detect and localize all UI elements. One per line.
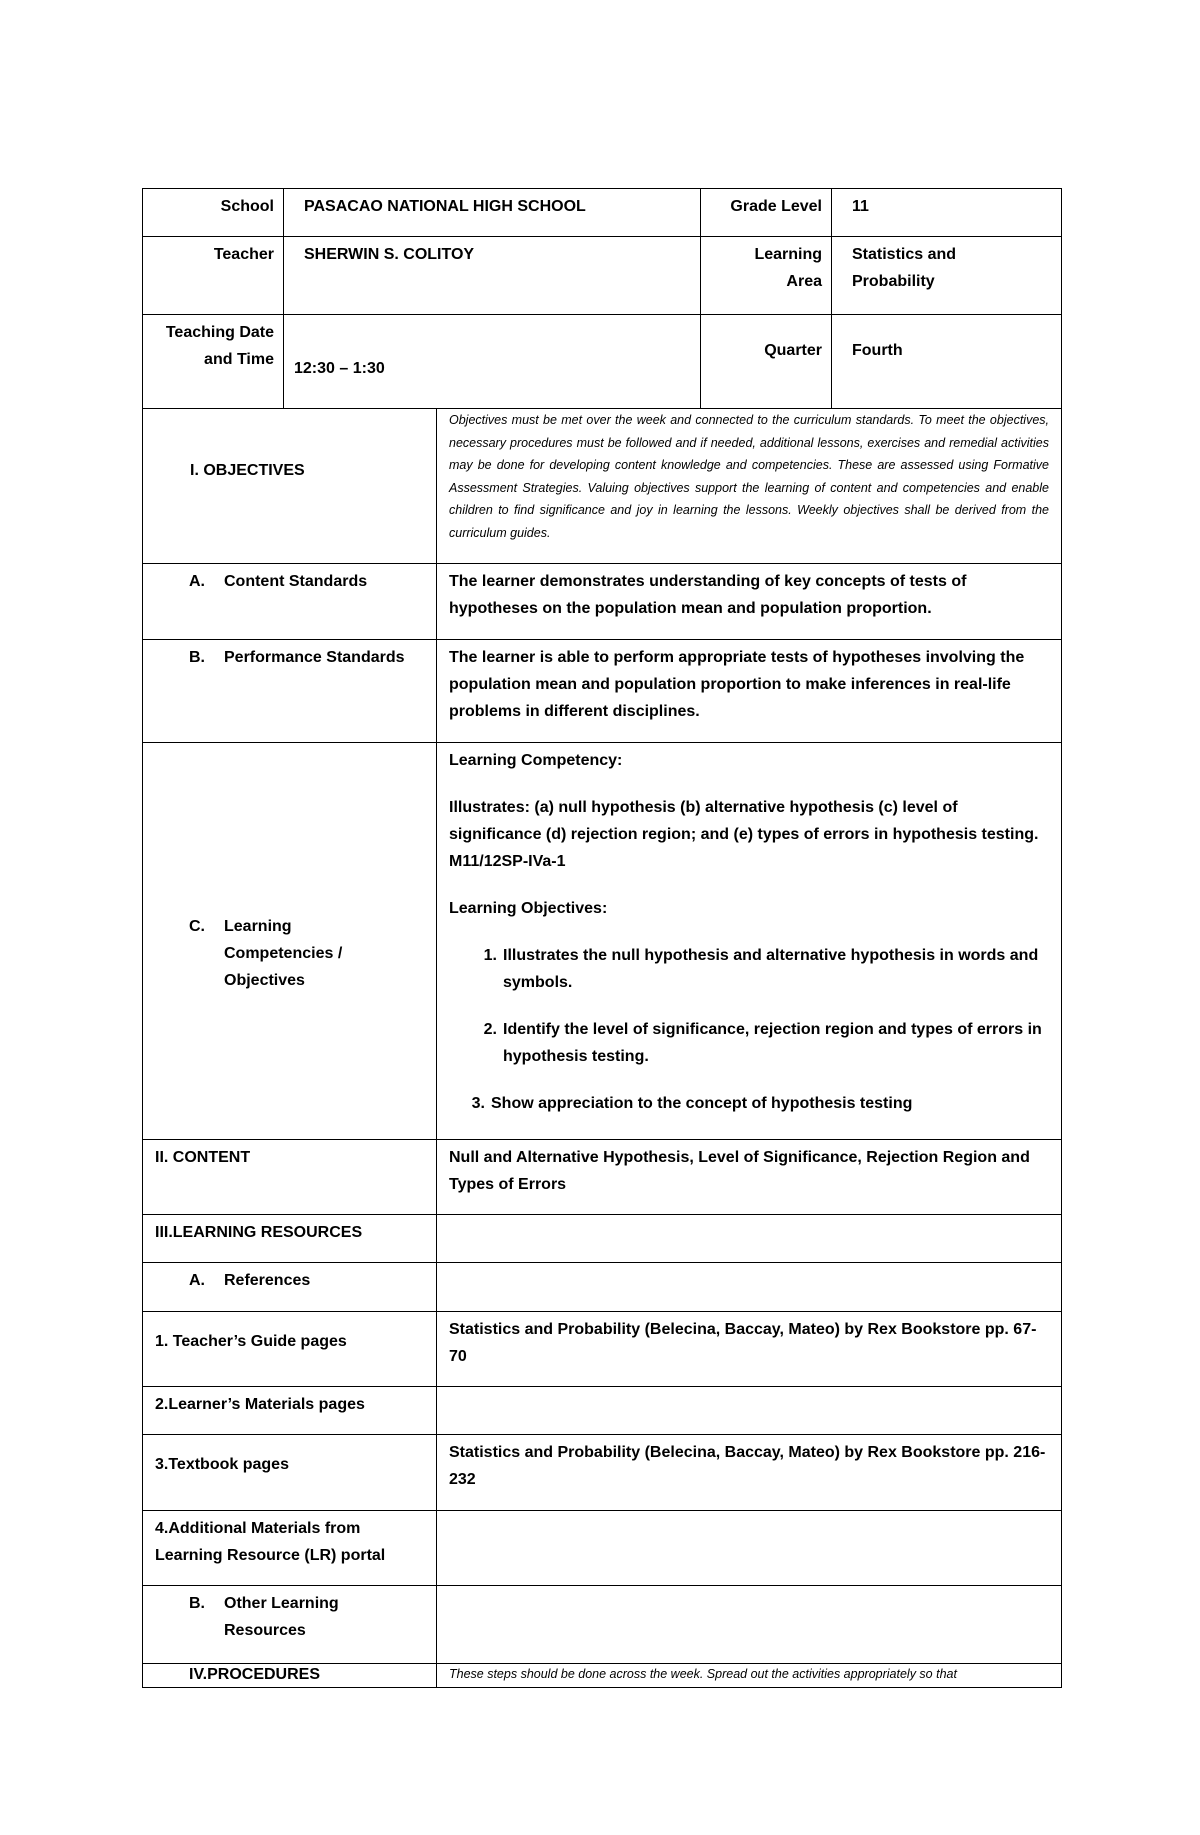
objectives-note: Objectives must be met over the week and connected to the curriculum standards. To meet the objectives, necessary procedures must be followed and if needed, additional lessons, exercises and remedial activities may be done for developing content knowledge and competencies. These are assessed using Formative Assessment Strategies. Valuing objectives support the learning of content and competencies and enable children to find significance and joy in learning the lessons. Weekly objectives shall be derived from the curriculum guides.	[437, 409, 1062, 564]
quarter-value: Fourth	[832, 315, 1062, 409]
learning-resources-value	[437, 1215, 1062, 1263]
additional-materials-label: 4.Additional Materials from Learning Resource (LR) portal	[143, 1511, 437, 1586]
learning-objectives-heading: Learning Objectives:	[449, 900, 608, 917]
other-resources-cell	[143, 1586, 437, 1664]
performance-standards-value: The learner is able to perform appropriate tests of hypotheses involving the population mean and population proportion to make inferences in real-life problems in different disciplines.	[437, 640, 1062, 743]
teaching-date-label	[143, 315, 284, 409]
teacher-label: Teacher	[143, 237, 284, 315]
references-label: References	[224, 1272, 311, 1289]
additional-materials-value	[437, 1511, 1062, 1586]
competency-text: Illustrates: (a) null hypothesis (b) alternative hypothesis (c) level of significance (d) rejection region; and (e) types of errors in hypothesis testing. M11/12SP-IVa-1	[449, 799, 1039, 870]
references-letter: A.	[189, 1272, 205, 1289]
list-item	[449, 1016, 1049, 1070]
list-item-number: 3.	[471, 1095, 485, 1112]
learning-area-value-line2: Probability	[852, 273, 935, 290]
other-resources-letter: B.	[189, 1595, 205, 1612]
competencies-content	[437, 743, 1062, 1140]
references-cell	[143, 1263, 437, 1312]
list-item-text: Illustrates the null hypothesis and alternative hypothesis in words and symbols.	[503, 947, 1039, 991]
lesson-table	[142, 408, 1062, 1688]
content-standards-label: Content Standards	[224, 573, 368, 590]
list-item-number: 2.	[483, 1021, 497, 1038]
learning-area-value-line1: Statistics and	[852, 246, 957, 263]
header-table	[142, 188, 1062, 409]
objectives-label: I. OBJECTIVES	[190, 462, 305, 479]
teaching-date-label-line1: Teaching Date	[165, 324, 274, 341]
teachers-guide-value: Statistics and Probability (Belecina, Baccay, Mateo) by Rex Bookstore pp. 67-70	[437, 1312, 1062, 1387]
performance-standards-cell	[143, 640, 437, 743]
competencies-cell	[143, 743, 437, 1140]
competencies-letter: C.	[189, 917, 205, 935]
learning-area-label-line2: Area	[786, 273, 822, 290]
procedures-label: IV.PROCEDURES	[143, 1664, 437, 1688]
school-value: PASACAO NATIONAL HIGH SCHOOL	[284, 189, 701, 237]
competencies-label: Learning Competencies / Objectives	[224, 917, 343, 989]
learning-objectives-list	[449, 942, 1049, 1117]
performance-standards-label: Performance Standards	[224, 649, 405, 666]
learners-materials-label: 2.Learner’s Materials pages	[143, 1387, 437, 1435]
teaching-date-label-line2: and Time	[204, 351, 274, 368]
content-standards-cell	[143, 564, 437, 640]
content-standards-letter: A.	[189, 573, 205, 590]
content-label: II. CONTENT	[143, 1140, 437, 1215]
learning-area-label-line1: Learning	[754, 246, 822, 263]
learners-materials-value	[437, 1387, 1062, 1435]
competency-heading: Learning Competency:	[449, 752, 623, 769]
objectives-cell	[143, 409, 437, 564]
learning-area-value	[832, 237, 1062, 315]
grade-level-label: Grade Level	[701, 189, 832, 237]
school-label: School	[143, 189, 284, 237]
references-value	[437, 1263, 1062, 1312]
list-item-text: Show appreciation to the concept of hypothesis testing	[491, 1095, 913, 1112]
procedures-note: These steps should be done across the week. Spread out the activities appropriately so that	[437, 1664, 1062, 1688]
teaching-date-value: 12:30 – 1:30	[284, 315, 701, 409]
list-item	[449, 942, 1049, 996]
performance-standards-letter: B.	[189, 649, 205, 666]
textbook-label: 3.Textbook pages	[143, 1435, 437, 1511]
content-value: Null and Alternative Hypothesis, Level of Significance, Rejection Region and Types of Errors	[437, 1140, 1062, 1215]
grade-level-value: 11	[832, 189, 1062, 237]
list-item-text: Identify the level of significance, rejection region and types of errors in hypothesis testing.	[503, 1021, 1042, 1065]
quarter-label: Quarter	[701, 315, 832, 409]
other-resources-label: Other Learning Resources	[224, 1595, 339, 1639]
teachers-guide-label: 1. Teacher’s Guide pages	[143, 1312, 437, 1387]
learning-area-label	[701, 237, 832, 315]
learning-resources-label: III.LEARNING RESOURCES	[143, 1215, 437, 1263]
list-item	[449, 1090, 1049, 1117]
list-item-number: 1.	[483, 947, 497, 964]
textbook-value: Statistics and Probability (Belecina, Baccay, Mateo) by Rex Bookstore pp. 216-232	[437, 1435, 1062, 1511]
other-resources-value	[437, 1586, 1062, 1664]
teacher-value: SHERWIN S. COLITOY	[284, 237, 701, 315]
content-standards-value: The learner demonstrates understanding of key concepts of tests of hypotheses on the population mean and population proportion.	[437, 564, 1062, 640]
